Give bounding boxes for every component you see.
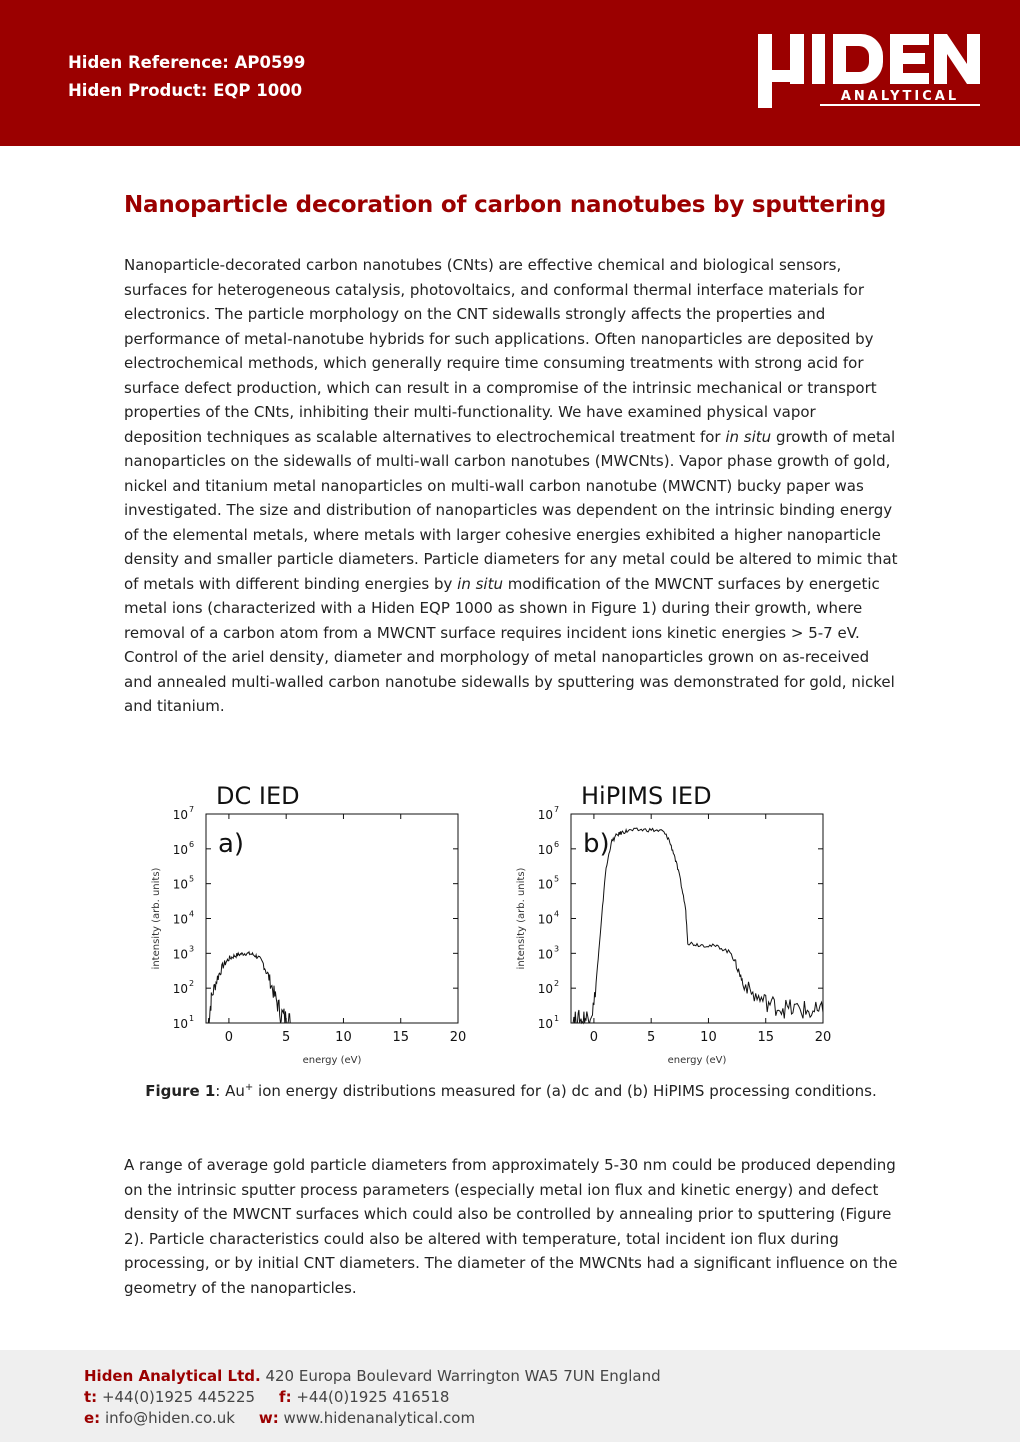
y-tick-label: 10 [537,1017,553,1031]
y-tick-exponent: 5 [189,874,195,884]
x-tick-label: 15 [392,1030,410,1045]
y-axis-label: intensity (arb. units) [151,867,162,970]
y-tick-label: 10 [537,912,553,927]
fax-value: +44(0)1925 416518 [291,1388,450,1406]
fax-label: f: [279,1388,292,1406]
caption-sep: : Au [215,1082,245,1100]
y-tick-exponent: 1 [189,1014,195,1023]
x-axis-label: energy (eV) [302,1055,362,1066]
y-tick-exponent: 2 [189,979,195,989]
y-tick-label: 10 [537,808,553,822]
panel-label: b) [583,829,610,859]
phone-label: t: [84,1388,98,1406]
body-paragraph-2: A range of average gold particle diameters from approximately 5-30 nm could be produced depending on the intrinsic sputter process parameters (especially metal ion flux and kinetic energy) and defect density of the MWCNT surfaces which could also be controlled by annealing prior to sputtering (Figure 2). Particle characteristics could also be altered with temperature, total incident ion flux during processing, or by initial CNT diameters. The diameter of the MWCNts had a significant influence on the geometry of the nanoparticles. [124,1156,898,1297]
footer-address-line [84,1366,661,1387]
footer-company: Hiden Analytical Ltd. [84,1367,261,1385]
x-axis-label: energy (eV) [667,1055,727,1066]
x-tick-label: 0 [224,1030,234,1045]
footer-address: 420 Europa Boulevard Warrington WA5 7UN England [260,1367,661,1385]
phone-value: +44(0)1925 445225 [97,1388,256,1406]
caption-text: ion energy distributions measured for (a) dc and (b) HiPIMS processing conditions. [253,1082,877,1100]
y-tick-label: 10 [172,947,188,962]
intro-text-a: Nanoparticle-decorated carbon nanotubes (CNts) are effective chemical and biological sensors, surfaces for heterogeneous catalysis, photovoltaics, and conformal thermal interface materials for electronics. The particle morphology on the CNT sidewalls strongly affects the properties and performance of metal-nanotube hybrids for such applications. Often nanoparticles are deposited by electrochemical methods, which generally require time consuming treatments with strong acid for surface defect production, which can result in a compromise of the intrinsic mechanical or transport properties of the CNts, inhibiting their multi-functionality. We have examined physical vapor deposition techniques as scalable alternatives to electrochemical treatment for [124,256,877,446]
y-tick-label: 10 [172,1017,188,1031]
y-tick-exponent: 3 [189,944,195,954]
x-tick-label: 10 [335,1030,352,1045]
y-tick-label: 10 [172,912,188,927]
figure-1-charts [146,778,876,1078]
y-tick-label: 10 [172,842,188,857]
x-tick-label: 15 [757,1030,775,1045]
y-tick-exponent: 6 [189,839,195,849]
y-tick-exponent: 5 [554,874,560,884]
chart-title: HiPIMS IED [581,782,712,810]
y-tick-exponent: 3 [554,944,560,954]
chart-panel-dc [151,782,466,1066]
intro-italic-2: in situ [457,574,503,593]
footer [0,1350,1020,1442]
intro-text-b: growth of metal nanoparticles on the sidewalls of multi-wall carbon nanotubes (MWCNts). Vapor phase growth of gold, nickel and titanium metal nanoparticles on multi-wall carbon nanotube (MWCNT) bucky paper was investigated. The size and distribution of nanoparticles was dependent on the intrinsic binding energy of the elemental metals, where metals with larger cohesive energies exhibited a higher nanoparticle density and smaller particle diameters. Particle diameters for any metal could be altered to mimic that of metals with different binding energies by [124,427,898,593]
y-axis-label: intensity (arb. units) [516,867,527,970]
y-tick-label: 10 [537,877,553,892]
footer-phone-line [84,1387,661,1408]
y-tick-label: 10 [172,808,188,822]
x-tick-label: 20 [814,1030,832,1045]
web-link[interactable]: www.hidenanalytical.com [278,1409,476,1427]
y-tick-exponent: 1 [554,1014,560,1023]
intro-text-c: modification of the MWCNT surfaces by energetic metal ions (characterized with a Hiden EQP 1000 as shown in Figure 1) during their growth, where removal of a carbon atom from a MWCNT surface requires incident ions kinetic energies > 5-7 eV. Control of the ariel density, diameter and morphology of metal nanoparticles grown on as-received and annealed multi-walled carbon nanotube sidewalls by sputtering was demonstrated for gold, nickel and titanium. [124,574,895,715]
series-line [208,952,290,1023]
footer-contact-line [84,1408,661,1429]
y-tick-exponent: 2 [554,979,560,989]
intro-paragraph [124,253,898,719]
header-banner [0,0,1020,146]
y-tick-label: 10 [537,947,553,962]
x-tick-label: 0 [589,1030,599,1045]
x-tick-label: 5 [647,1030,656,1045]
y-tick-label: 10 [537,982,553,997]
figure-caption [124,1080,898,1104]
y-tick-exponent: 7 [189,805,195,814]
caption-label: Figure 1 [145,1082,216,1100]
y-tick-exponent: 7 [554,805,560,814]
x-tick-label: 5 [282,1030,291,1045]
email-label: e: [84,1409,101,1427]
y-tick-label: 10 [172,877,188,892]
y-tick-exponent: 4 [189,909,195,919]
chart-title: DC IED [216,782,300,810]
x-tick-label: 20 [449,1030,467,1045]
caption-sup: + [244,1082,254,1093]
logo-subtitle: ANALYTICAL [840,89,960,104]
intro-italic-1: in situ [725,427,772,446]
page-title: Nanoparticle decoration of carbon nanotubes by sputtering [124,192,887,218]
chart-panel-hipims [516,782,831,1066]
hiden-reference: Hiden Reference: AP0599 [68,53,306,72]
panel-label: a) [218,829,245,859]
x-tick-label: 10 [700,1030,717,1045]
y-tick-label: 10 [537,842,553,857]
reference-block [68,49,305,105]
hiden-analytical-logo [758,32,980,110]
y-tick-exponent: 6 [554,839,560,849]
y-tick-label: 10 [172,982,188,997]
email-link[interactable]: info@hiden.co.uk [100,1409,235,1427]
hiden-product: Hiden Product: EQP 1000 [68,81,303,100]
y-tick-exponent: 4 [554,909,560,919]
web-label: w: [258,1409,279,1427]
